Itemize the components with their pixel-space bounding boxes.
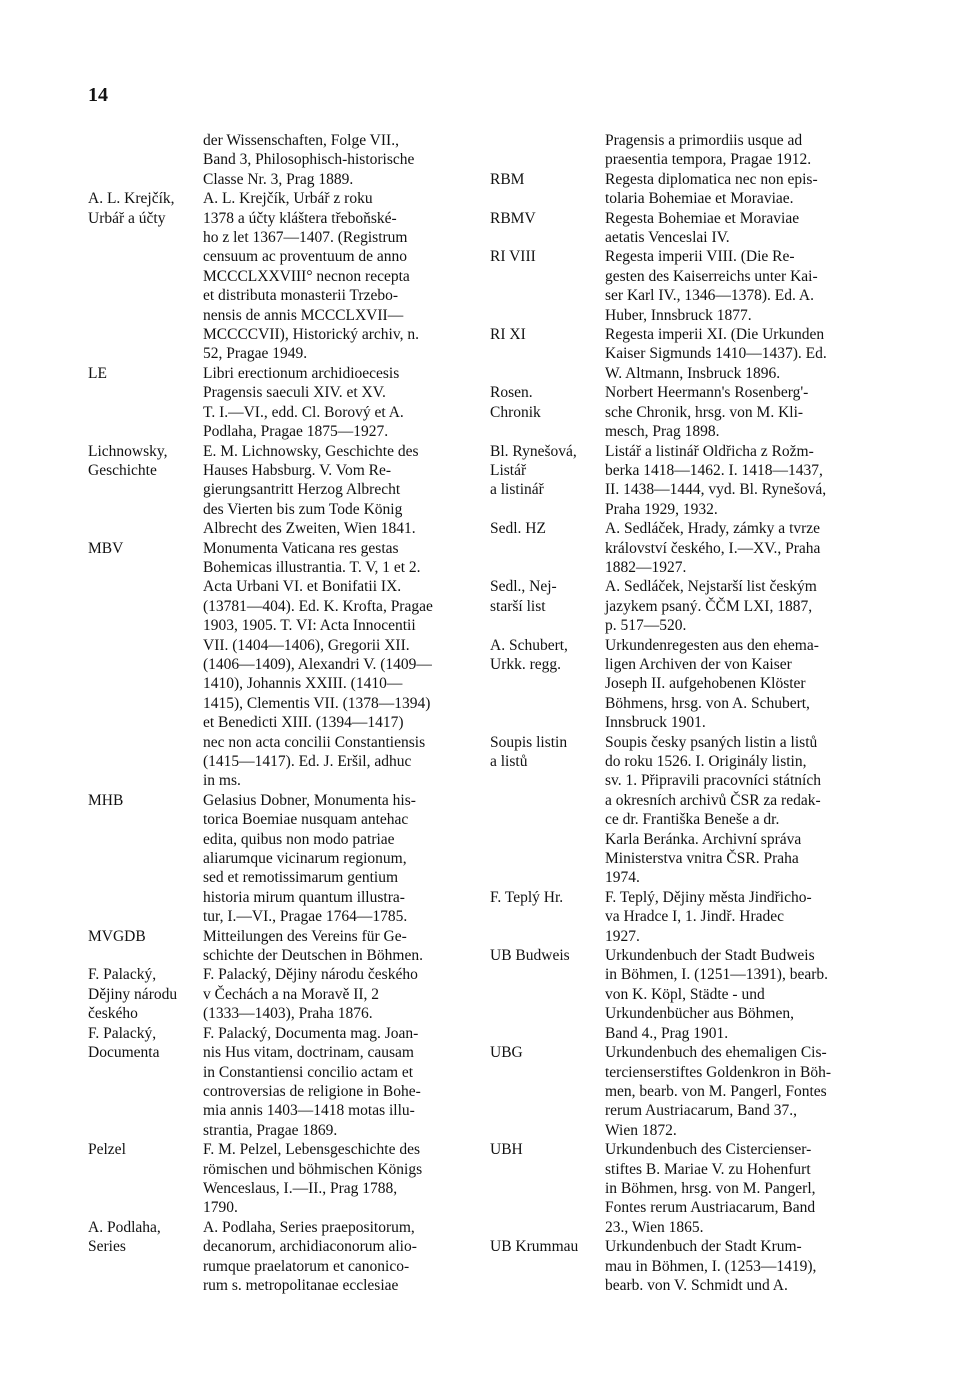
entry-abbreviation: A. Podlaha, Series: [88, 1218, 161, 1256]
entry-description: E. M. Lichnowsky, Geschichte des Hauses Habsburg. V. Vom Re- gierungsantritt Herzog Albrecht des Vierten bis zum Tode König Albrecht des Zweiten, Wien 1841.: [203, 442, 419, 538]
entry-description: Gelasius Dobner, Monumenta his- torica Boemiae nusquam antehac edita, quibus non modo patriae aliarumque vicinarum regionum, sed et remotissimarum gentium historia mirum quantum illustra- tur, I.—VI., Pragae 1764—1785.: [203, 791, 416, 926]
left-continuation-text: der Wissenschaften, Folge VII., Band 3, Philosophisch-historische Classe Nr. 3, Prag 1889.: [203, 132, 415, 188]
abbreviation-entry: [490, 1237, 872, 1295]
abbreviation-entry: [88, 364, 470, 442]
entry-description: Regesta diplomatica nec non epis- tolaria Bohemiae et Moraviae.: [605, 170, 818, 208]
entry-description: Urkundenbuch des ehemaligen Cis- tercienserstiftes Goldenkron in Böh- men, bearb. von M. Pangerl, Fontes rerum Austriacarum, Band 37., Wien 1872.: [605, 1044, 831, 1139]
entry-abbreviation: RBMV: [490, 209, 536, 227]
entry-description: Soupis česky psaných listin a listů do roku 1526. I. Originály listin, sv. 1. Připravili pracovníci státních a okresních archivů ČSR za redak- ce dr. Františka Beneše a dr. Karla Beránka. Archivní správa Ministerstva vnitra ČSR. Praha 1974.: [605, 733, 821, 887]
abbreviation-entry: [88, 189, 470, 364]
entry-abbreviation: F. Palacký, Dějiny národu českého: [88, 966, 178, 1023]
entry-abbreviation: RI XI: [490, 326, 526, 344]
abbreviation-entry: [88, 1024, 470, 1140]
entry-description: Urkundenbuch der Stadt Krum- mau in Böhmen, I. (1253—1419), bearb. von V. Schmidt und A.: [605, 1238, 817, 1294]
entry-abbreviation: UBG: [490, 1044, 523, 1062]
entry-abbreviation: RI VIII: [490, 248, 536, 266]
abbreviation-entry: [490, 519, 872, 577]
entry-abbreviation: MBV: [88, 539, 124, 557]
entry-abbreviation: MHB: [88, 791, 124, 809]
entry-abbreviation: RBM: [490, 170, 525, 188]
entry-abbreviation: UB Krummau: [490, 1238, 579, 1256]
abbreviation-entry: [490, 733, 872, 888]
right-continuation-text: Pragensis a primordiis usque ad praesentia tempora, Pragae 1912.: [605, 132, 812, 169]
abbreviation-entry: [88, 442, 470, 539]
abbreviation-entry: [88, 965, 470, 1023]
abbreviation-entry: [490, 1140, 872, 1237]
entry-description: F. Palacký, Documenta mag. Joan- nis Hus vitam, doctrinam, causam in Constantiensi concilio actam et controversias de religione in Bohe- mia annis 1403—1418 motas illu- strantia, Pragae 1869.: [203, 1024, 421, 1139]
abbreviation-entry: [490, 1043, 872, 1140]
abbreviation-entry: [490, 325, 872, 383]
left-column: [88, 131, 470, 1295]
entry-abbreviation: Lichnowsky, Geschichte: [88, 442, 168, 479]
abbreviation-entry: [490, 383, 872, 441]
entry-description: Regesta imperii XI. (Die Urkunden Kaiser Sigmunds 1410—1437). Ed. W. Altmann, Insbruck 1896.: [605, 326, 827, 382]
entry-description: Norbert Heermann's Rosenberg'- sche Chronik, hrsg. von M. Kli- mesch, Prag 1898.: [605, 384, 809, 441]
entry-abbreviation: A. L. Krejčík, Urbář a účty: [88, 190, 175, 227]
entry-description: F. M. Pelzel, Lebensgeschichte des römischen und böhmischen Königs Wenceslaus, I.—II., Prag 1788, 1790.: [203, 1141, 423, 1217]
entry-abbreviation: F. Palacký, Documenta: [88, 1024, 160, 1062]
entry-description: Urkundenregesten aus den ehema- ligen Archiven der von Kaiser Joseph II. aufgehobenen Klöster Böhmens, hrsg. von A. Schubert, Innsbruck 1901.: [605, 636, 819, 732]
entry-description: F. Palacký, Dějiny národu českého v Čechách a na Moravě II, 2 (1333—1403), Praha 1876.: [203, 966, 418, 1023]
entry-description: Regesta imperii VIII. (Die Re- gesten des Kaiserreichs unter Kai- ser Karl IV., 1346—1378). Ed. A. Huber, Innsbruck 1877.: [605, 248, 818, 324]
abbreviation-entry: [88, 927, 470, 966]
abbreviation-entry: [490, 442, 872, 520]
abbreviation-entry: [490, 946, 872, 1043]
entry-abbreviation: Bl. Rynešová, Listář a listinář: [490, 442, 577, 499]
entry-abbreviation: Pelzel: [88, 1141, 126, 1159]
abbreviation-entry: [490, 577, 872, 635]
entry-abbreviation: Soupis listin a listů: [490, 733, 568, 770]
abbreviation-entry: [490, 209, 872, 248]
abbreviation-entry: [490, 170, 872, 209]
page-number: 14: [88, 84, 108, 106]
abbreviation-entry: [88, 1218, 470, 1296]
entry-abbreviation: Sedl. HZ: [490, 520, 546, 538]
entry-description: F. Teplý, Dějiny města Jindřicho- va Hradce I, 1. Jindř. Hradec 1927.: [605, 888, 812, 945]
entry-description: A. Sedláček, Hrady, zámky a tvrze království českého, I.—XV., Praha 1882—1927.: [605, 520, 821, 576]
entry-description: Mitteilungen des Vereins für Ge- schichte der Deutschen in Böhmen.: [203, 927, 423, 965]
entry-abbreviation: A. Schubert, Urkk. regg.: [490, 636, 568, 673]
right-column: [490, 131, 872, 1295]
entry-description: A. Sedláček, Nejstarší list českým jazykem psaný. ČČM LXI, 1887, p. 517—520.: [605, 578, 817, 635]
abbreviation-entry: [490, 636, 872, 733]
entry-description: Libri erectionum archidioecesis Pragensis saeculi XIV. et XV. T. I.—VI., edd. Cl. Borový et A. Podlaha, Pragae 1875—1927.: [203, 364, 404, 441]
abbreviation-entry: [490, 888, 872, 946]
entry-description: Listář a listinář Oldřicha z Rožm- berka 1418—1462. I. 1418—1437, II. 1438—1444, vyd. Bl. Rynešová, Praha 1929, 1932.: [605, 442, 827, 518]
entry-abbreviation: Rosen. Chronik: [490, 384, 541, 421]
abbreviation-entry: [88, 791, 470, 927]
entry-abbreviation: UB Budweis: [490, 947, 570, 965]
abbreviation-entry: [490, 247, 872, 325]
entry-description: Urkundenbuch der Stadt Budweis in Böhmen, I. (1251—1391), bearb. von K. Köpl, Städte - und Urkundenbücher aus Böhmen, Band 4., Prag 1901.: [605, 947, 828, 1042]
entry-abbreviation: Sedl., Nej- starší list: [490, 578, 557, 615]
entry-abbreviation: MVGDB: [88, 927, 146, 945]
entry-description: A. Podlaha, Series praepositorum, decanorum, archidiaconorum alio- rumque praelatorum et canonico- rum s. metropolitanae ecclesiae: [203, 1218, 417, 1294]
entry-description: A. L. Krejčík, Urbář z roku 1378 a účty kláštera třeboňské- ho z let 1367—1407. (Registrum censuum ac proventuum de anno MCCCLXXVIII° necnon recepta et distributa monasterii Trzebo- nensis de annis MCCCLXVII— MCCCCVII), Historický archiv, n. 52, Pragae 1949.: [203, 190, 419, 363]
entry-description: Urkundenbuch des Cistercienser- stiftes B. Mariae V. zu Hohenfurt in Böhmen, hrsg. von M. Pangerl, Fontes rerum Austriacarum, Band 23., Wien 1865.: [605, 1141, 816, 1236]
abbreviation-entry: [88, 1140, 470, 1218]
entry-description: Regesta Bohemiae et Moraviae aetatis Venceslai IV.: [605, 209, 800, 247]
entry-abbreviation: UBH: [490, 1141, 523, 1159]
entry-abbreviation: LE: [88, 364, 107, 382]
entry-description: Monumenta Vaticana res gestas Bohemicas illustrantia. T. V, 1 et 2. Acta Urbani VI. et Bonifatii IX. (13781—404). Ed. K. Krofta, Pragae 1903, 1905. T. VI: Acta Innocentii VII. (1404—1406), Gregorii XII. (1406—1409), Alexandri V. (1409— 1410), Johannis XXIII. (1410— 1415), Clementis VII. (1378—1394) et Benedicti XIII. (1394—1417) nec non acta concilii Constantiensis (1415—1417). Ed. J. Eršil, adhuc in ms.: [203, 539, 433, 790]
abbreviation-entry: [88, 539, 470, 791]
entry-abbreviation: F. Teplý Hr.: [490, 888, 564, 906]
